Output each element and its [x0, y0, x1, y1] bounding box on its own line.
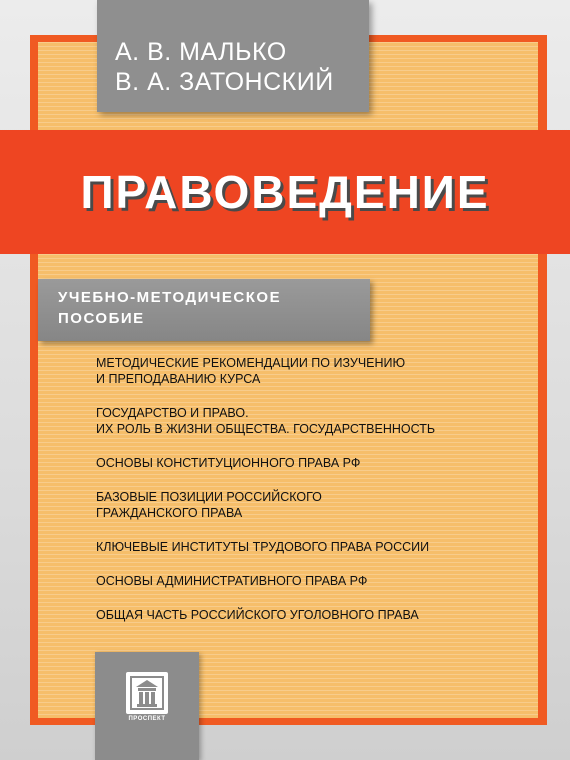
list-item-line: ГРАЖДАНСКОГО ПРАВА [96, 506, 243, 520]
list-item-line: МЕТОДИЧЕСКИЕ РЕКОМЕНДАЦИИ ПО ИЗУЧЕНИЮ [96, 356, 406, 370]
list-item-line: ОСНОВЫ КОНСТИТУЦИОННОГО ПРАВА РФ [96, 456, 361, 470]
list-item-line: ОБЩАЯ ЧАСТЬ РОССИЙСКОГО УГОЛОВНОГО ПРАВА [96, 608, 419, 622]
subtitle-line-2: ПОСОБИЕ [58, 310, 145, 327]
author-box [97, 0, 369, 112]
subtitle-box [38, 279, 370, 341]
table-of-contents [96, 355, 536, 641]
publisher-logo-icon [126, 672, 168, 714]
list-item [96, 573, 536, 589]
subtitle-line-1: УЧЕБНО-МЕТОДИЧЕСКОЕ [58, 289, 282, 306]
list-item [96, 355, 536, 387]
publisher-name: ПРОСПЕКТ [128, 716, 166, 722]
list-item [96, 489, 536, 521]
list-item [96, 405, 536, 437]
list-item-line: ИХ РОЛЬ В ЖИЗНИ ОБЩЕСТВА. ГОСУДАРСТВЕННОСТЬ [96, 422, 436, 436]
list-item-line: БАЗОВЫЕ ПОЗИЦИИ РОССИЙСКОГО [96, 490, 322, 504]
list-item [96, 455, 536, 471]
list-item-line: ОСНОВЫ АДМИНИСТРАТИВНОГО ПРАВА РФ [96, 574, 368, 588]
list-item-line: ГОСУДАРСТВО И ПРАВО. [96, 406, 249, 420]
list-item-line: КЛЮЧЕВЫЕ ИНСТИТУТЫ ТРУДОВОГО ПРАВА РОССИИ [96, 540, 430, 554]
list-item [96, 607, 536, 623]
author-1: А. В. МАЛЬКО [115, 38, 287, 66]
list-item [96, 539, 536, 555]
book-title: ПРАВОВЕДЕНИЕ [80, 166, 490, 218]
author-2: В. А. ЗАТОНСКИЙ [115, 68, 334, 96]
list-item-line: И ПРЕПОДАВАНИЮ КУРСА [96, 372, 261, 386]
